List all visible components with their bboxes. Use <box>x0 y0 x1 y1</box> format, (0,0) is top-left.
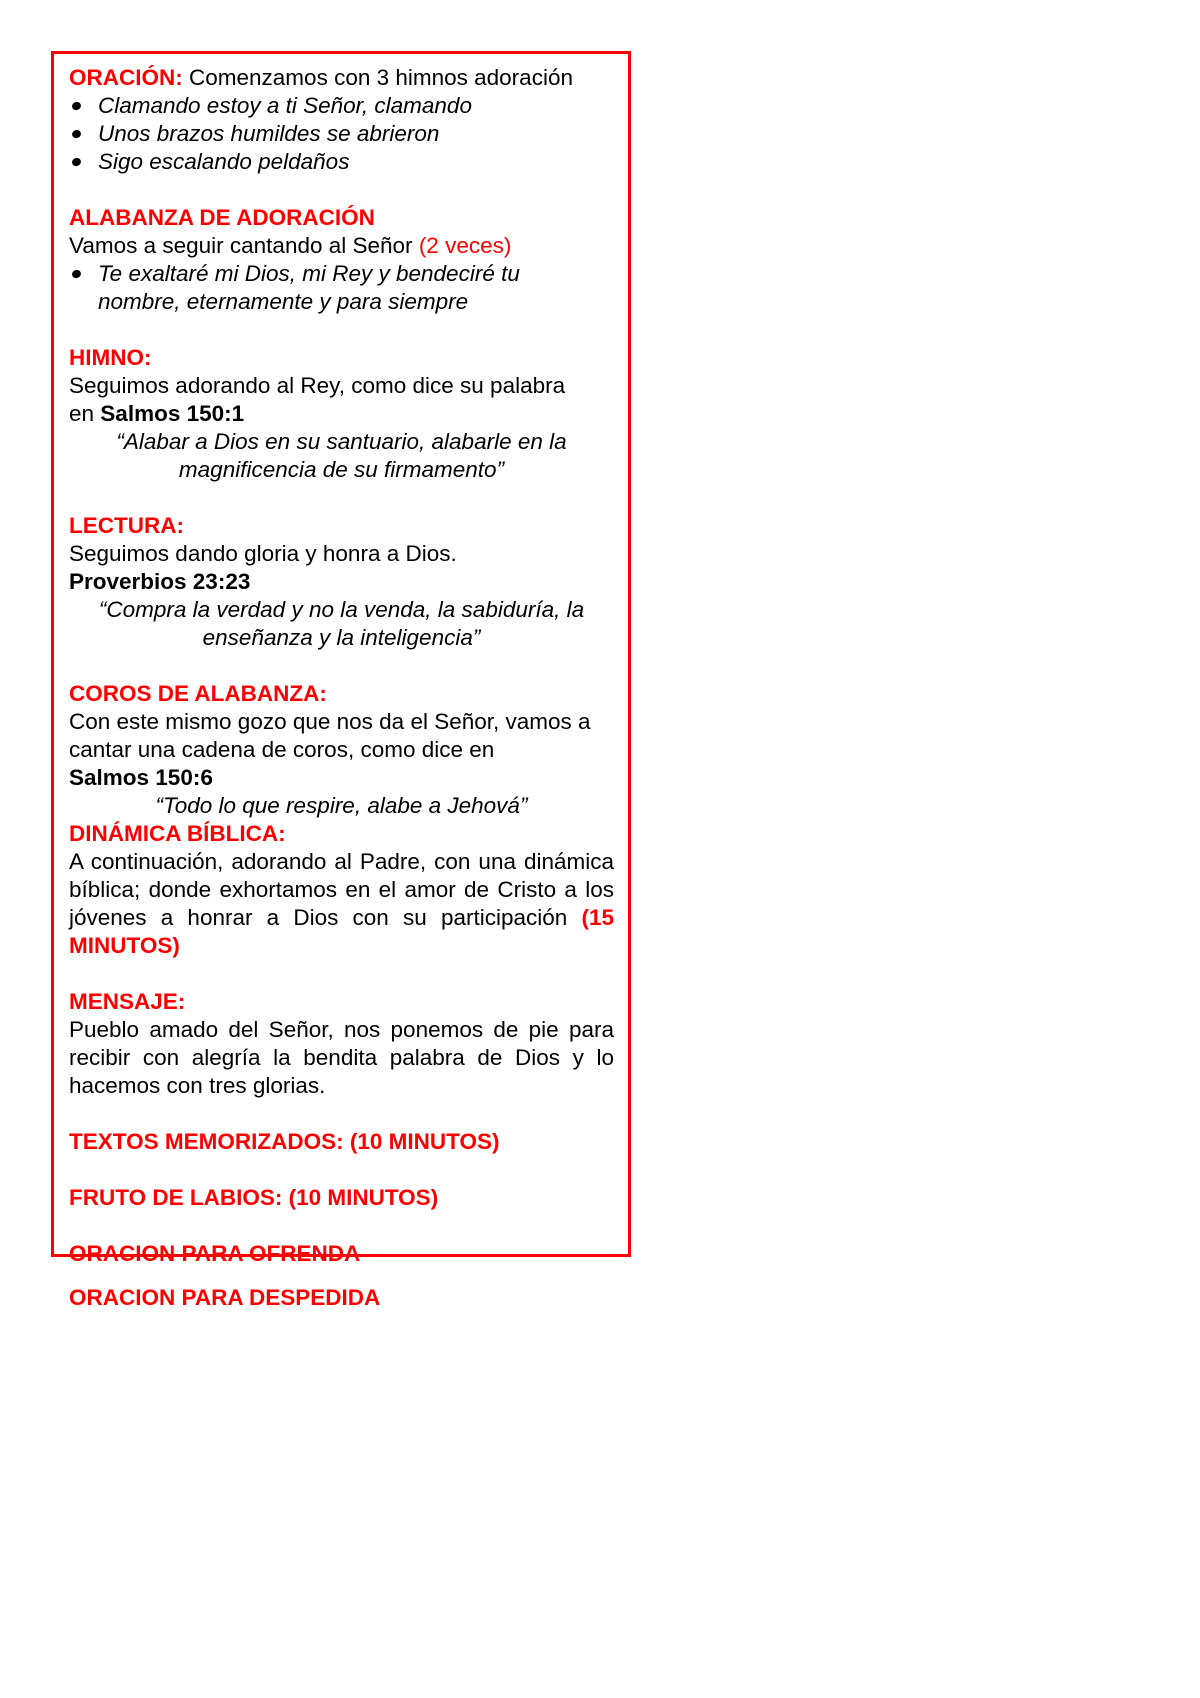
alabanza-intro: Vamos a seguir cantando al Señor <box>69 233 413 258</box>
bullet-icon <box>71 269 82 280</box>
coros-heading: COROS DE ALABANZA: <box>69 681 327 706</box>
dinamica-text: A continuación, adorando al Padre, con una dinámica bíblica; donde exhortamos en el amor de Cristo a los jóvenes a honrar a Dios con su participación <box>69 849 614 930</box>
coros-quote: “Todo lo que respire, alabe a Jehová” <box>155 793 528 818</box>
list-item: Unos brazos humildes se abrieron <box>69 120 614 148</box>
oracion-heading: ORACIÓN: <box>69 65 183 90</box>
alabanza-heading: ALABANZA DE ADORACIÓN <box>69 205 375 230</box>
lectura-ref: Proverbios 23:23 <box>69 569 251 594</box>
list-item: Sigo escalando peldaños <box>69 148 614 176</box>
oracion-intro: Comenzamos con 3 himnos adoración <box>189 65 573 90</box>
dinamica-text-block <box>69 848 614 960</box>
oracion-line <box>69 64 614 92</box>
dinamica-duration: (15 MINUTOS) <box>69 905 614 958</box>
himno-quote: “Alabar a Dios en su santuario, alabarle en la magnificencia de su firmamento” <box>116 429 567 482</box>
lectura-heading: LECTURA: <box>69 513 184 538</box>
coros-text: Con este mismo gozo que nos da el Señor, vamos a cantar una cadena de coros, como dice en <box>69 709 591 762</box>
himno-text: Seguimos adorando al Rey, como dice su palabra en <box>69 373 566 426</box>
list-item: Te exaltaré mi Dios, mi Rey y bendeciré tu nombre, eternamente y para siempre <box>69 260 614 316</box>
ofrenda-heading: ORACION PARA OFRENDA <box>69 1241 361 1266</box>
oracion-list <box>69 92 614 176</box>
list-item: Clamando estoy a ti Señor, clamando <box>69 92 614 120</box>
alabanza-line <box>69 232 614 260</box>
himno-heading: HIMNO: <box>69 345 152 370</box>
alabanza-note: (2 veces) <box>418 233 512 258</box>
coros-ref: Salmos 150:6 <box>69 765 213 790</box>
himno-ref: Salmos 150:1 <box>100 401 245 426</box>
despedida-heading: ORACION PARA DESPEDIDA <box>69 1285 381 1310</box>
textos-heading: TEXTOS MEMORIZADOS: (10 MINUTOS) <box>69 1129 500 1154</box>
alabanza-list <box>69 260 614 316</box>
program-box <box>51 51 631 1310</box>
lectura-quote: “Compra la verdad y no la venda, la sabiduría, la enseñanza y la inteligencia” <box>98 597 585 650</box>
mensaje-heading: MENSAJE: <box>69 989 186 1014</box>
lectura-text: Seguimos dando gloria y honra a Dios. <box>69 541 457 566</box>
mensaje-text: Pueblo amado del Señor, nos ponemos de pie para recibir con alegría la bendita palabra de Dios y lo hacemos con tres glorias. <box>69 1017 614 1098</box>
himno-text-block <box>69 372 614 428</box>
bullet-icon <box>71 129 82 140</box>
bullet-icon <box>71 157 82 168</box>
dinamica-heading: DINÁMICA BÍBLICA: <box>69 821 286 846</box>
bullet-icon <box>71 101 82 112</box>
fruto-heading: FRUTO DE LABIOS: (10 MINUTOS) <box>69 1185 439 1210</box>
